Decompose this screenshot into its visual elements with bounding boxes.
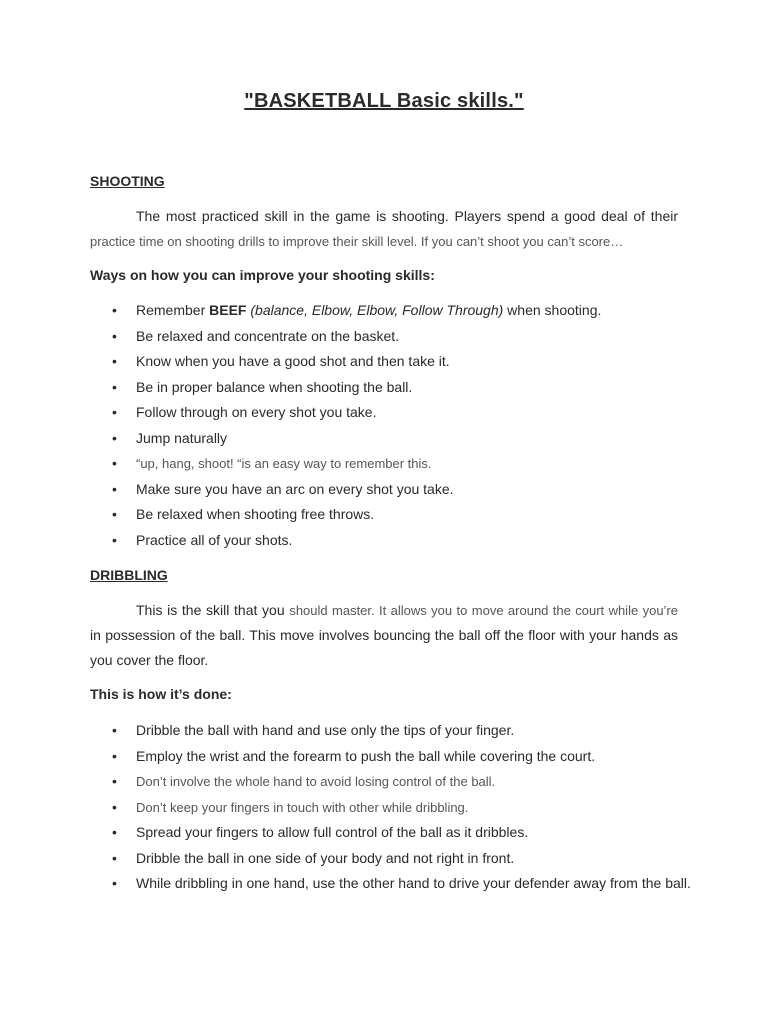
list-item-text: “up, hang, shoot! “is an easy way to remember this. [136,456,432,471]
document-title: "BASKETBALL Basic skills." [244,90,524,112]
list-item: • Dribble the ball with hand and use only the tips of your finger. [90,718,690,744]
beef-acronym: BEEF [209,302,247,318]
dribbling-paragraph-line1b: should master. It allows you to move around the court while you’re [289,603,678,618]
list-item: • Dribble the ball in one side of your body and not right in front. [90,846,690,872]
list-item [90,769,690,795]
beef-explanation: (balance, Elbow, Elbow, Follow Through) [246,302,504,318]
list-item: • Make sure you have an arc on every shot you take. [90,477,690,503]
list-item: • Employ the wrist and the forearm to push the ball while covering the court. [90,744,690,770]
list-item-text: Don’t keep your fingers in touch with other while dribbling. [136,799,469,815]
list-item [90,795,690,821]
list-item: • Know when you have a good shot and then take it. [90,349,690,375]
list-item-text: Don’t involve the whole hand to avoid losing control of the ball. [136,774,496,789]
shooting-heading: SHOOTING [90,173,165,189]
dribbling-heading: DRIBBLING [90,567,168,583]
list-item-prefix: Remember [136,302,210,318]
list-item: • Jump naturally [90,426,690,452]
shooting-paragraph [90,204,678,254]
dribbling-list [90,718,690,897]
list-item: • Be relaxed and concentrate on the basket. [90,324,690,350]
dribbling-subheading: This is how it’s done: [90,686,232,702]
dribbling-paragraph-line2: in possession of the ball. This move involves bouncing the ball off the floor with your hands as you cover the floor. [90,627,678,668]
dribbling-paragraph-line1a: This is the skill that you [136,602,290,618]
list-item: • Spread your fingers to allow full control of the ball as it dribbles. [90,820,690,846]
shooting-paragraph-line2: practice time on shooting drills to improve their skill level. If you can’t shoot you can’t score… [90,234,624,249]
list-item-suffix: when shooting. [503,302,602,318]
list-item: • Follow through on every shot you take. [90,400,690,426]
shooting-subheading: Ways on how you can improve your shooting skills: [90,267,435,283]
list-item [90,451,690,477]
list-item: • Practice all of your shots. [90,528,690,554]
list-item [90,298,690,324]
list-item: • Be in proper balance when shooting the ball. [90,375,690,401]
dribbling-paragraph [90,598,678,673]
list-item: • While dribbling in one hand, use the other hand to drive your defender away from the ball. [90,871,690,897]
shooting-list [90,298,690,553]
shooting-paragraph-line1: The most practiced skill in the game is shooting. Players spend a good deal of their [136,208,678,224]
list-item: • Be relaxed when shooting free throws. [90,502,690,528]
